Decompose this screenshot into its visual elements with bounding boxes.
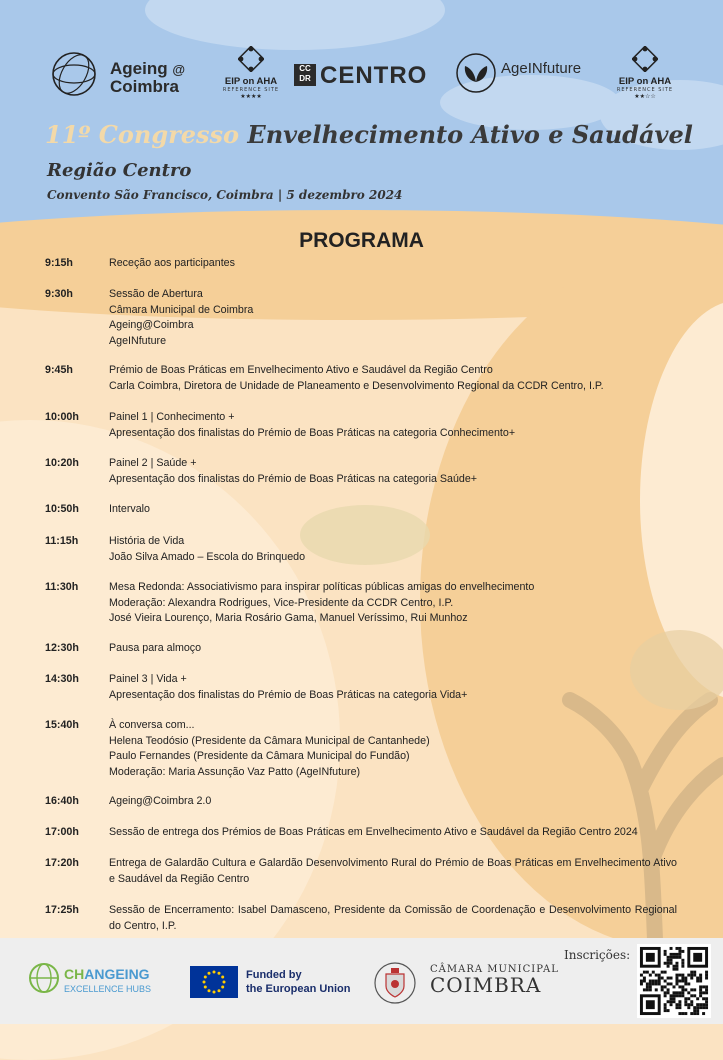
schedule-item [45,718,677,780]
schedule-description [109,287,677,349]
ageing-word: Ageing [110,59,168,78]
congress-title [45,120,693,149]
schedule-line: Ageing@Coimbra [109,319,194,331]
schedule-item [45,641,677,657]
eip-subtitle: REFERENCE SITE [222,87,280,93]
schedule-item [45,672,677,703]
eip-aha-logo-2 [610,46,680,110]
eip-network-icon [632,46,658,72]
schedule-description [109,534,677,565]
schedule-time: 9:30h [45,288,73,300]
schedule-line: Ageing@Coimbra 2.0 [109,795,212,807]
ccdr-name: CENTRO [320,62,428,89]
changeing-ch: CH [64,966,85,982]
schedule-line: Helena Teodósio (Presidente da Câmara Municipal de Cantanhede) [109,734,430,747]
schedule-line: João Silva Amado – Escola do Brinquedo [109,550,306,563]
ageinfuture-name: AgeINfuture [501,60,582,77]
schedule-item [45,502,677,518]
schedule-line: Câmara Municipal de Coimbra [109,303,254,316]
schedule-item [45,794,677,810]
changeing-logo [28,962,178,1002]
schedule-line: José Vieira Lourenço, Maria Rosário Gama, Manuel Veríssimo, Rui Munhoz [109,612,468,624]
coimbra-crest-icon [372,960,418,1006]
changeing-subtitle: EXCELLENCE HUBS [64,984,152,994]
schedule-description [109,410,677,441]
schedule-time: 14:30h [45,673,79,685]
schedule-time: 11:15h [45,535,79,547]
schedule-time: 17:25h [45,904,79,916]
schedule-line: Painel 2 | Saúde + [109,457,197,469]
schedule-item [45,410,677,441]
schedule-line: Apresentação dos finalistas do Prémio de Boas Práticas na categoria Conhecimento+ [109,426,516,439]
congress-number: 11º Congresso [45,120,240,149]
cm-line-1: CÂMARA MUNICIPAL [430,964,559,975]
ccdr-mark: CC DR [294,64,316,86]
schedule-item [45,287,677,349]
programa-heading: PROGRAMA [299,229,424,252]
schedule-description [109,580,677,627]
congress-name: Envelhecimento Ativo e Saudável [247,120,693,149]
schedule-line: Receção aos participantes [109,257,235,269]
schedule-item [45,363,677,394]
cm-line-2: COIMBRA [430,973,542,997]
schedule-line: Pausa para almoço [109,642,202,654]
schedule-line: Moderação: Maria Assunção Vaz Patto (AgeINfuture) [109,765,361,778]
schedule-time: 9:15h [45,257,73,269]
region-title: Região Centro [47,160,192,181]
globe-icon [28,962,60,994]
schedule-line: Sessão de Abertura [109,288,203,300]
eip-aha-logo-1 [216,46,286,110]
schedule-line: Sessão de entrega dos Prémios de Boas Práticas em Envelhecimento Ativo e Saudável da Região Centro 2024 [109,826,638,838]
schedule-time: 17:20h [45,857,79,869]
schedule-time: 11:30h [45,581,79,593]
venue-date: Convento São Francisco, Coimbra | 5 dezembro 2024 [47,188,403,202]
schedule-description [109,502,677,518]
schedule-time: 17:00h [45,826,79,838]
footer [0,938,723,1024]
schedule-item [45,825,677,841]
qr-code-icon[interactable] [637,944,711,1018]
schedule-description [109,363,677,394]
schedule-line: Paulo Fernandes (Presidente da Câmara Municipal do Fundão) [109,750,410,762]
changeing-rest: ANGEING [84,966,150,982]
leaves-icon [455,52,497,94]
schedule-line: Prémio de Boas Práticas em Envelhecimento Ativo e Saudável da Região Centro [109,364,493,376]
coimbra-word: Coimbra [110,77,179,96]
schedule-description [109,256,677,272]
schedule-line: Intervalo [109,503,150,515]
schedule-line: Painel 1 | Conhecimento + [109,411,235,423]
globe-icon [50,50,98,98]
schedule-description [109,825,677,841]
schedule-description [109,794,677,810]
schedule-item [45,903,677,934]
schedule-item [45,534,677,565]
eu-line-2: the European Union [246,983,351,995]
eu-line-1: Funded by [246,969,302,981]
schedule-description [109,856,677,887]
schedule-line: Moderação: Alexandra Rodrigues, Vice-Presidente da CCDR Centro, I.P. [109,596,454,609]
schedule-line: Mesa Redonda: Associativismo para inspirar políticas públicas amigas do envelhecimento [109,581,535,593]
schedule-line: Painel 3 | Vida + [109,673,187,685]
ageinfuture-logo [455,52,595,98]
eip-title: EIP on AHA [618,76,672,87]
ageing-at: @ [172,62,186,77]
schedule-line: À conversa com... [109,719,195,731]
schedule-time: 16:40h [45,795,79,807]
schedule-line: Entrega de Galardão Cultura e Galardão Desenvolvimento Rural do Prémio de Boas Práticas em Envelhecimento Ativo e Saudável da Região Centro [109,857,677,885]
eu-text [246,968,351,996]
schedule-time: 10:00h [45,411,79,423]
header-logos [0,40,723,110]
schedule-description [109,456,677,487]
schedule-line: Carla Coimbra, Diretora de Unidade de Planeamento e Desenvolvimento Regional da CCDR Centro, I.P. [109,379,604,392]
camara-municipal-text [430,964,559,997]
eip-subtitle: REFERENCE SITE [616,87,674,93]
schedule-time: 10:50h [45,503,79,515]
schedule-item [45,456,677,487]
schedule-description [109,641,677,657]
schedule-description [109,718,677,780]
schedule-item [45,856,677,887]
schedule-line: Apresentação dos finalistas do Prémio de Boas Práticas na categoria Saúde+ [109,472,478,485]
ccdr-centro-logo [294,62,434,96]
schedule-line: Apresentação dos finalistas do Prémio de Boas Práticas na categoria Vida+ [109,688,468,701]
eip-stars: ★★★★ [240,93,262,100]
schedule-item [45,256,677,272]
schedule-line: AgeINfuture [109,334,167,347]
ageing-coimbra-logo [50,50,190,105]
schedule-line: Sessão de Encerramento: Isabel Damasceno, Presidente da Comissão de Coordenação e Desenvolvimento Regional do Centro, I.P. [109,904,677,932]
eip-network-icon [238,46,264,72]
schedule-time: 12:30h [45,642,79,654]
eip-title: EIP on AHA [224,76,278,87]
schedule-time: 15:40h [45,719,79,731]
eip-stars: ★★☆☆ [634,93,656,100]
inscricoes-label: Inscrições: [564,948,631,962]
schedule-line: História de Vida [109,535,185,547]
schedule-time: 10:20h [45,457,79,469]
eu-stars-icon [190,966,238,998]
schedule-description [109,672,677,703]
schedule-item [45,580,677,627]
schedule-time: 9:45h [45,364,73,376]
eu-flag [190,966,238,998]
schedule-description [109,903,677,934]
